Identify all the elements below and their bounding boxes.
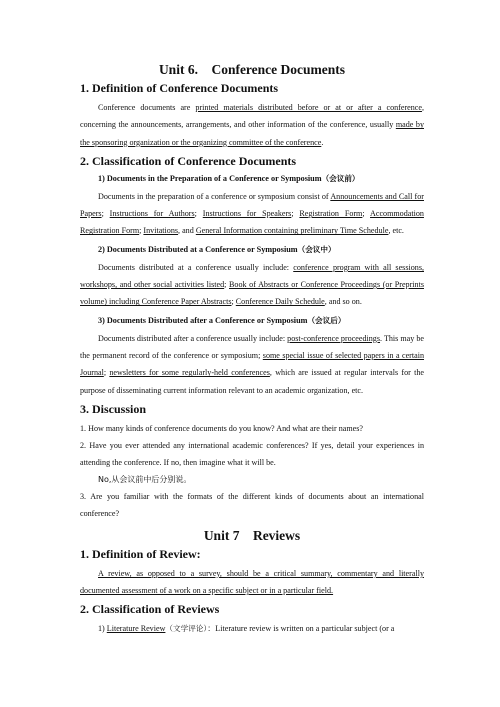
text-run: , concerning the announcements, arrangements, and other information of the conference, usually [80, 103, 424, 130]
subsection1-heading [98, 173, 424, 184]
underlined-phrase: A review, as opposed to a survey, should be a critical summary, commentary and literally documented assessment of a work on a specific subject or in a particular field. [80, 568, 424, 596]
underlined-phrase: post-conference proceedings [287, 333, 381, 343]
underlined-phrase: newsletters for some regularly-held conferences [109, 368, 270, 378]
underlined-phrase: General Information containing preliminary Time Schedule [195, 226, 389, 236]
text-run: ; [224, 280, 230, 290]
handwritten-answer-note [80, 471, 424, 488]
unit6-section3-heading: 3. Discussion [80, 401, 147, 416]
discussion-question-3: 3. Are you familiar with the formats of the different kinds of documents about an international conference? [80, 491, 424, 518]
underlined-phrase: Book of Abstracts or Conference Proceedings (or Preprints volume) including Conference Paper Abstracts [80, 280, 424, 307]
unit6-section2-heading: 2. Classification of Conference Documents [80, 153, 297, 168]
discussion-question-2: 2. Have you ever attended any international academic conferences? If yes, detail your experiences in attending the conference. If no, then imagine what it will be. [80, 440, 424, 467]
subsection1-paragraph [80, 188, 424, 240]
text-run: Conference documents are [98, 103, 196, 112]
unit6-definition-paragraph [80, 99, 424, 151]
unit6-section1-heading: 1. Definition of Conference Documents [80, 81, 279, 95]
subsection-title: 3) Documents Distributed after a Conference or Symposium [98, 315, 308, 325]
subsection-chinese-note: （会议中） [297, 244, 336, 254]
subsection2-heading [98, 244, 424, 255]
text-run: Documents distributed at a conference usually include: [98, 262, 294, 272]
subsection2-paragraph [80, 259, 424, 311]
text-run: ：Literature review is written on a particular subject (or a [207, 624, 395, 634]
discussion-question-1: 1. How many kinds of conference documents do you know? And what are their names? [80, 423, 363, 433]
underlined-phrase: Registration Form [299, 209, 363, 219]
text-run: . [321, 137, 324, 147]
underlined-phrase: Announcements and Call for Papers [80, 191, 424, 219]
text-run: Documents distributed after a conference usually include: [98, 333, 288, 343]
text-run: ; [139, 226, 144, 236]
unit7-section2-heading: 2. Classification of Reviews [80, 602, 220, 617]
text-run: . This may be the permanent record of the conference or symposium; [80, 333, 424, 360]
chinese-note: （文学评论） [165, 624, 208, 634]
text-run: ; [291, 209, 300, 219]
text-run: ; [194, 209, 203, 219]
text-run: ; [231, 297, 236, 307]
underlined-phrase: Invitations [143, 226, 179, 236]
unit7-section1-heading: 1. Definition of Review: [80, 546, 201, 561]
underlined-phrase: Conference Daily Schedule [235, 297, 325, 307]
underlined-phrase: Instructions for Authors [109, 209, 195, 219]
unit6-title: Unit 6. Conference Documents [158, 62, 346, 77]
text-run: , and [178, 226, 196, 236]
subsection-chinese-note: （会议前） [321, 173, 360, 183]
underlined-phrase: Literature Review [106, 624, 166, 634]
text-run: ; [362, 209, 371, 219]
text-run: Documents in the preparation of a conference or symposium consist of [98, 191, 331, 201]
underlined-phrase: conference program with all sessions, workshops, and other social activities listed [80, 262, 424, 290]
underlined-phrase: Accommodation Registration Form [80, 209, 424, 236]
text-run: , etc. [388, 226, 404, 236]
subsection-title: 2) Documents Distributed at a Conference or Symposium [98, 244, 298, 254]
underlined-phrase: some special issue of selected papers in a certain Journal [80, 350, 425, 378]
unit7-item1-paragraph [80, 620, 424, 637]
text-run: 1) [98, 624, 107, 634]
underlined-phrase: printed materials distributed before or at or after a conference [195, 103, 422, 112]
text-run: , and so on. [324, 297, 362, 307]
subsection-title: 1) Documents in the Preparation of a Conference or Symposium [98, 173, 322, 183]
text-run: ; [101, 209, 110, 219]
unit7-definition-paragraph [80, 565, 424, 600]
underlined-phrase: made by the sponsoring organization or the organizing committee of the conference [80, 120, 424, 147]
subsection-chinese-note: （会议后） [307, 315, 346, 325]
text-run: , which are issued at regular intervals for the purpose of disseminating current information relevant to an academic organization, etc. [80, 368, 425, 395]
answer-text: No,从会议前中后分别说。 [98, 474, 192, 484]
underlined-phrase: Instructions for Speakers [202, 209, 292, 219]
text-run: ; [103, 368, 110, 378]
subsection3-paragraph [80, 330, 424, 399]
subsection3-heading [98, 315, 424, 326]
unit7-title: Unit 7 Reviews [203, 527, 301, 543]
